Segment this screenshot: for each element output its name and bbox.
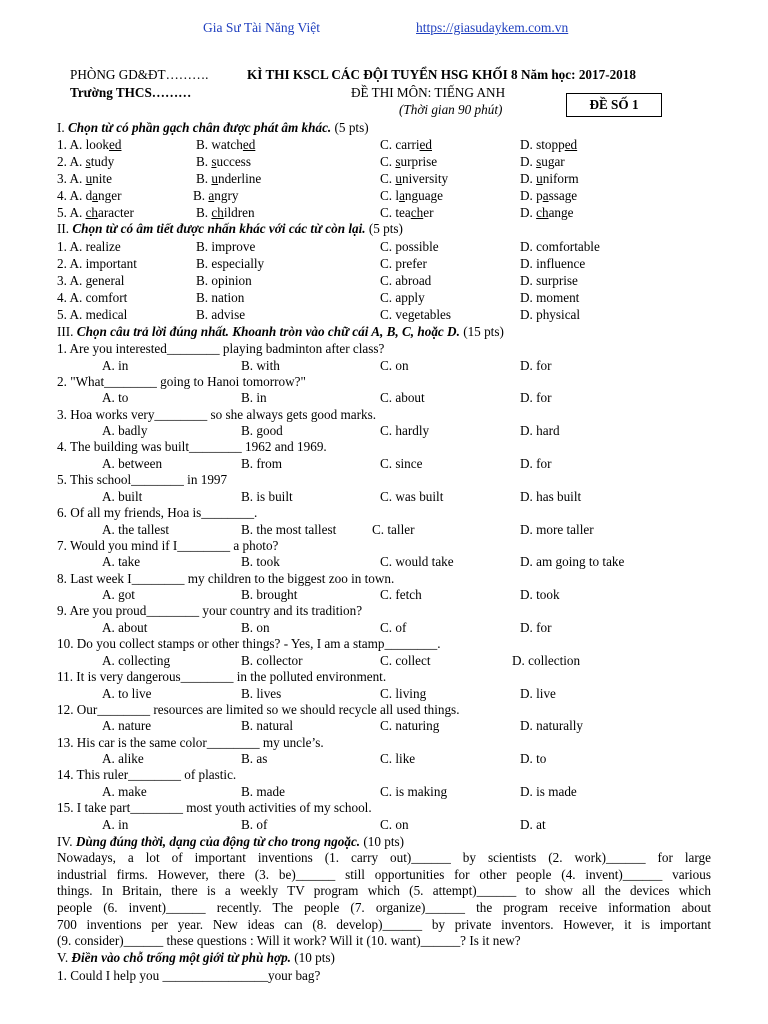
option-b[interactable]: B. the most tallest (241, 521, 337, 537)
option-b[interactable]: B. good (241, 423, 283, 439)
underlined-part: u (211, 171, 218, 187)
option-c[interactable]: C. possible (380, 239, 439, 254)
question-options (57, 653, 747, 670)
question-options (57, 620, 747, 637)
option-a[interactable]: A. to (102, 390, 129, 406)
option-b[interactable]: B. improve (196, 239, 256, 254)
option-d[interactable] (520, 171, 579, 188)
option-b[interactable]: B. from (241, 455, 283, 471)
section-3-heading (57, 324, 504, 341)
section-2-pts: (5 pts) (368, 221, 403, 236)
option-d[interactable]: D. for (520, 455, 552, 471)
option-c[interactable]: C. taller (372, 521, 415, 537)
option-text: C. l (380, 188, 400, 204)
question-text: 6. Of all my friends, Hoa is________. (57, 505, 258, 520)
section-1-row (57, 154, 747, 171)
underlined-part: u (85, 171, 93, 187)
underlined-part: u (536, 171, 543, 187)
question-text: 8. Last week I________ my children to the biggest zoo in town. (57, 570, 395, 586)
option-a[interactable] (57, 205, 134, 222)
question-text: 12. Our________ resources are limited so we should recycle all used things. (57, 701, 460, 717)
underlined-part: ed (109, 137, 122, 152)
option-text: D. (520, 154, 537, 170)
exam-title: KÌ THI KSCL CÁC ĐỘI TUYỂN HSG KHỐI 8 Năm học: 2017-2018 (247, 67, 636, 82)
option-a[interactable]: A. collecting (102, 652, 171, 668)
option-text: niversity (401, 171, 449, 187)
option-text: B. (196, 154, 212, 170)
dept-label: PHÒNG GD&ĐT………. (70, 67, 209, 82)
option-c[interactable]: C. collect (380, 652, 431, 668)
section-1-heading (57, 120, 369, 137)
option-c[interactable] (380, 188, 443, 205)
option-text: niform (542, 171, 579, 187)
question-options (57, 784, 747, 801)
underlined-part: a (92, 188, 99, 204)
underlined-part: s (211, 154, 217, 170)
option-text: ugar (541, 154, 565, 170)
option-text: 5. A. (57, 205, 86, 221)
question-options (57, 751, 747, 768)
option-text: C. (380, 171, 396, 187)
option-b[interactable]: B. opinion (196, 273, 252, 289)
option-a[interactable]: A. alike (102, 751, 144, 767)
option-text: ssage (548, 188, 578, 204)
underlined-part: ch (211, 205, 224, 221)
option-c[interactable]: C. is making (380, 783, 448, 799)
option-d[interactable]: D. collection (512, 652, 581, 668)
option-text: ange (548, 205, 574, 221)
option-c[interactable]: C. fetch (380, 587, 422, 603)
option-b[interactable] (196, 205, 255, 222)
paragraph-line: industrial firms. However, there (3. be)______ still opportunities for other people (4. invent)______ various (57, 866, 711, 882)
option-b[interactable]: B. advise (196, 307, 246, 323)
underlined-part: ed (242, 137, 256, 152)
option-c[interactable] (380, 171, 448, 188)
option-text: nguage (404, 188, 444, 204)
option-text: er (423, 205, 434, 221)
underlined-part: u (395, 171, 402, 187)
option-b[interactable]: B. of (241, 816, 268, 832)
section-2-row (57, 256, 747, 273)
option-a[interactable]: A. built (102, 488, 143, 504)
question-text: 4. The building was built________ 1962 and 1969. (57, 439, 327, 455)
option-text: D. p (520, 188, 543, 204)
question-options (57, 587, 747, 604)
underlined-part: a (542, 188, 549, 204)
question-text: 15. I take part________ most youth activities of my school. (57, 800, 372, 816)
underlined-part: a (399, 188, 405, 204)
question-text: 7. Would you mind if I________ a photo? (57, 537, 279, 553)
option-a[interactable]: A. got (102, 587, 135, 603)
section-5-pts: (10 pts) (294, 950, 335, 965)
option-c[interactable]: C. prefer (380, 256, 427, 272)
option-c[interactable]: C. naturing (380, 718, 440, 734)
question-text: 10. Do you collect stamps or other things? - Yes, I am a stamp________. (57, 636, 441, 652)
option-a[interactable]: 5. A. medical (57, 307, 128, 323)
option-text: 4. A. d (57, 188, 93, 204)
option-b[interactable] (196, 154, 251, 171)
option-b[interactable]: B. in (241, 390, 267, 406)
underlined-part: ch (410, 205, 424, 221)
option-text: B. watch (196, 137, 243, 152)
option-a[interactable]: A. badly (102, 423, 148, 439)
option-b[interactable]: B. natural (241, 718, 294, 734)
section-5-title: Điền vào chỗ trống một giới từ phù hợp. (71, 950, 291, 965)
option-b[interactable] (193, 188, 238, 205)
option-a[interactable]: A. to live (102, 685, 152, 701)
option-a[interactable]: A. the tallest (102, 521, 170, 537)
section-3-num: III. (57, 324, 74, 339)
option-a[interactable]: 1. A. realize (57, 239, 121, 254)
underlined-part: s (536, 154, 542, 170)
section-2-num: II. (57, 221, 70, 236)
option-a[interactable] (57, 137, 121, 154)
option-d[interactable] (520, 154, 565, 171)
question-text: 1. Are you interested________ playing badminton after class? (57, 341, 385, 356)
option-text: nite (92, 171, 112, 187)
option-text: 2. A. (57, 154, 86, 170)
question-text: 5. This school________ in 1997 (57, 472, 228, 488)
option-c[interactable]: C. about (380, 390, 425, 406)
option-d[interactable]: D. comfortable (520, 239, 600, 254)
question-options (57, 522, 747, 539)
option-c[interactable]: C. hardly (380, 423, 430, 439)
section-1-row (57, 171, 747, 188)
exam-number: ĐỀ SỐ 1 (589, 97, 639, 112)
option-text: ngry (214, 188, 239, 204)
question-options (57, 489, 747, 506)
paragraph-line: things. In Britain, there is a weekly TV program which (5. attempt)______ to show all the devices which (57, 883, 711, 899)
option-text: C. carri (380, 137, 420, 152)
section-3-pts: (15 pts) (463, 324, 504, 339)
option-a[interactable]: A. between (102, 455, 163, 471)
option-c[interactable]: C. was built (380, 488, 444, 504)
option-b[interactable]: B. lives (241, 685, 282, 701)
section-1-num: I. (57, 120, 65, 135)
section-3-title: Chọn câu trả lời đúng nhất. Khoanh tròn vào chữ cái A, B, C, hoặc D. (76, 324, 460, 339)
exam-number-box (566, 93, 662, 117)
option-b[interactable]: B. as (241, 751, 268, 767)
option-b[interactable]: B. brought (241, 587, 298, 603)
paragraph-line: (9. consider)______ these questions : Will it work? Will it (10. want)______? Is it new? (57, 933, 521, 949)
option-d[interactable]: D. naturally (520, 718, 583, 734)
option-a[interactable]: A. in (102, 816, 129, 832)
option-b[interactable]: B. with (241, 357, 280, 373)
option-b[interactable]: B. made (241, 783, 285, 799)
option-d[interactable]: D. influence (520, 256, 586, 272)
option-b[interactable]: B. collector (241, 652, 303, 668)
option-b[interactable]: B. on (241, 619, 270, 635)
section-2-title: Chọn từ có âm tiết được nhấn khác với các từ còn lại. (72, 221, 366, 236)
option-text: 3. A. (57, 171, 86, 187)
option-b[interactable] (196, 171, 261, 188)
option-d[interactable] (520, 137, 577, 154)
paragraph-line: people (6. invent)______ recently. The people (7. organize)______ the program receive information about (57, 900, 711, 916)
option-c[interactable]: C. of (380, 619, 407, 635)
option-a[interactable] (57, 154, 114, 171)
underlined-part: ch (536, 205, 549, 221)
question-text: 13. His car is the same color________ my uncle’s. (57, 734, 324, 750)
header-site-link[interactable]: https://giasudaykem.com.vn (416, 20, 569, 35)
section-2-row (57, 307, 747, 324)
option-c[interactable]: C. vegetables (380, 307, 452, 323)
section-4-title: Dùng đúng thời, dạng của động từ cho trong ngoặc. (75, 834, 361, 849)
question-text: 9. Are you proud________ your country and its tradition? (57, 603, 363, 619)
option-c[interactable]: C. on (380, 816, 409, 832)
question-text: 3. Hoa works very________ so she always gets good marks. (57, 406, 377, 422)
paragraph-line: 700 inventions per year. New ideas can (8. develop)______ by private inventors. However, it is important (57, 916, 711, 932)
option-c[interactable]: C. on (380, 357, 409, 373)
option-text: C. (380, 154, 396, 170)
section-4-num: IV. (57, 834, 73, 849)
option-text: B. (196, 171, 212, 187)
option-a[interactable] (57, 188, 121, 205)
question-options (57, 718, 747, 735)
option-a[interactable]: A. make (102, 783, 147, 799)
option-d[interactable]: D. more taller (520, 521, 594, 537)
option-text: ildren (223, 205, 255, 221)
option-a[interactable]: A. take (102, 554, 141, 570)
option-text: tudy (90, 154, 115, 170)
option-c[interactable] (380, 154, 437, 171)
underlined-part: ed (564, 137, 578, 152)
option-text: B. (196, 205, 212, 221)
option-c[interactable] (380, 137, 432, 154)
option-text: D. stopp (520, 137, 565, 152)
option-d[interactable]: D. moment (520, 290, 580, 306)
question-options (57, 817, 747, 834)
option-c[interactable]: C. since (380, 455, 423, 471)
option-text: 1. A. look (57, 137, 110, 152)
question-options (57, 390, 747, 407)
question-text: 11. It is very dangerous________ in the polluted environment. (57, 669, 387, 684)
section-4-heading (57, 834, 404, 851)
option-d[interactable]: D. for (520, 357, 552, 373)
option-d[interactable] (520, 188, 577, 205)
option-d[interactable]: D. for (520, 390, 552, 406)
option-text: B. (193, 188, 209, 204)
option-c[interactable]: C. abroad (380, 273, 432, 289)
option-d[interactable]: D. is made (520, 783, 577, 799)
option-b[interactable] (196, 137, 255, 154)
option-c[interactable]: C. would take (380, 554, 454, 570)
section-4-paragraph (57, 850, 711, 950)
option-d[interactable]: D. has built (520, 488, 582, 504)
subject-label: ĐỀ THI MÔN: TIẾNG ANH (351, 85, 506, 100)
section-5-num: V. (57, 950, 69, 965)
section-5-item-1: 1. Could I help you ________________your bag? (57, 968, 321, 983)
section-4-pts: (10 pts) (363, 834, 405, 849)
option-text: D. (520, 171, 537, 187)
section-1-title: Chọn từ có phần gạch chân được phát âm khác. (68, 120, 332, 135)
option-d[interactable]: D. hard (520, 423, 560, 439)
time-label: (Thời gian 90 phút) (399, 102, 503, 117)
underlined-part: s (85, 154, 91, 170)
option-d[interactable]: D. surprise (520, 273, 578, 289)
section-5-heading (57, 950, 335, 967)
option-a[interactable]: 4. A. comfort (57, 290, 128, 306)
option-text: D. (520, 205, 537, 221)
section-1-row (57, 188, 747, 205)
option-b[interactable]: B. is built (241, 488, 293, 504)
question-text: 14. This ruler________ of plastic. (57, 767, 237, 783)
question-options (57, 554, 747, 571)
section-1-row (57, 137, 747, 154)
option-text: nger (98, 188, 122, 204)
option-a[interactable]: 3. A. general (57, 273, 125, 289)
option-c[interactable]: C. apply (380, 290, 425, 306)
option-a[interactable]: 2. A. important (57, 256, 137, 272)
section-1-pts: (5 pts) (334, 120, 369, 135)
option-a[interactable]: A. nature (102, 718, 152, 734)
section-2-heading (57, 221, 403, 238)
section-2-row (57, 239, 747, 256)
option-a[interactable] (57, 171, 112, 188)
option-text: aracter (98, 205, 134, 221)
option-d[interactable]: D. took (520, 587, 560, 603)
option-a[interactable]: A. in (102, 357, 129, 373)
header-org: Gia Sư Tài Năng Việt (203, 20, 320, 35)
underlined-part: a (208, 188, 215, 204)
option-d[interactable]: D. for (520, 619, 552, 635)
underlined-part: ch (85, 205, 99, 221)
option-d[interactable] (520, 205, 573, 222)
option-c[interactable]: C. living (380, 685, 427, 701)
underlined-part: ed (419, 137, 432, 152)
option-b[interactable]: B. especially (196, 256, 265, 272)
question-text: 2. "What________ going to Hanoi tomorrow?" (57, 373, 306, 389)
option-d[interactable]: D. physical (520, 307, 581, 323)
paragraph-line: Nowadays, a lot of important inventions (1. carry out)______ by scientists (2. work)______ for large (57, 850, 711, 865)
question-options (57, 423, 747, 440)
school-label: Trường THCS……… (70, 85, 192, 100)
question-options (57, 686, 747, 703)
option-b[interactable]: B. took (241, 554, 280, 570)
option-d[interactable]: D. to (520, 751, 547, 767)
section-2-row (57, 290, 747, 307)
question-options (57, 456, 747, 473)
option-c[interactable] (380, 205, 433, 222)
option-text: uccess (216, 154, 251, 170)
option-text: nderline (217, 171, 262, 187)
option-a[interactable]: A. about (102, 619, 148, 635)
option-d[interactable]: D. am going to take (520, 554, 625, 570)
option-c[interactable]: C. like (380, 751, 416, 767)
section-1-row (57, 205, 747, 222)
underlined-part: s (395, 154, 401, 170)
option-text: urprise (400, 154, 438, 170)
option-d[interactable]: D. at (520, 816, 546, 832)
option-b[interactable]: B. nation (196, 290, 245, 306)
option-text: C. tea (380, 205, 411, 221)
section-2-row (57, 273, 747, 290)
option-d[interactable]: D. live (520, 685, 556, 701)
question-options (57, 358, 747, 375)
